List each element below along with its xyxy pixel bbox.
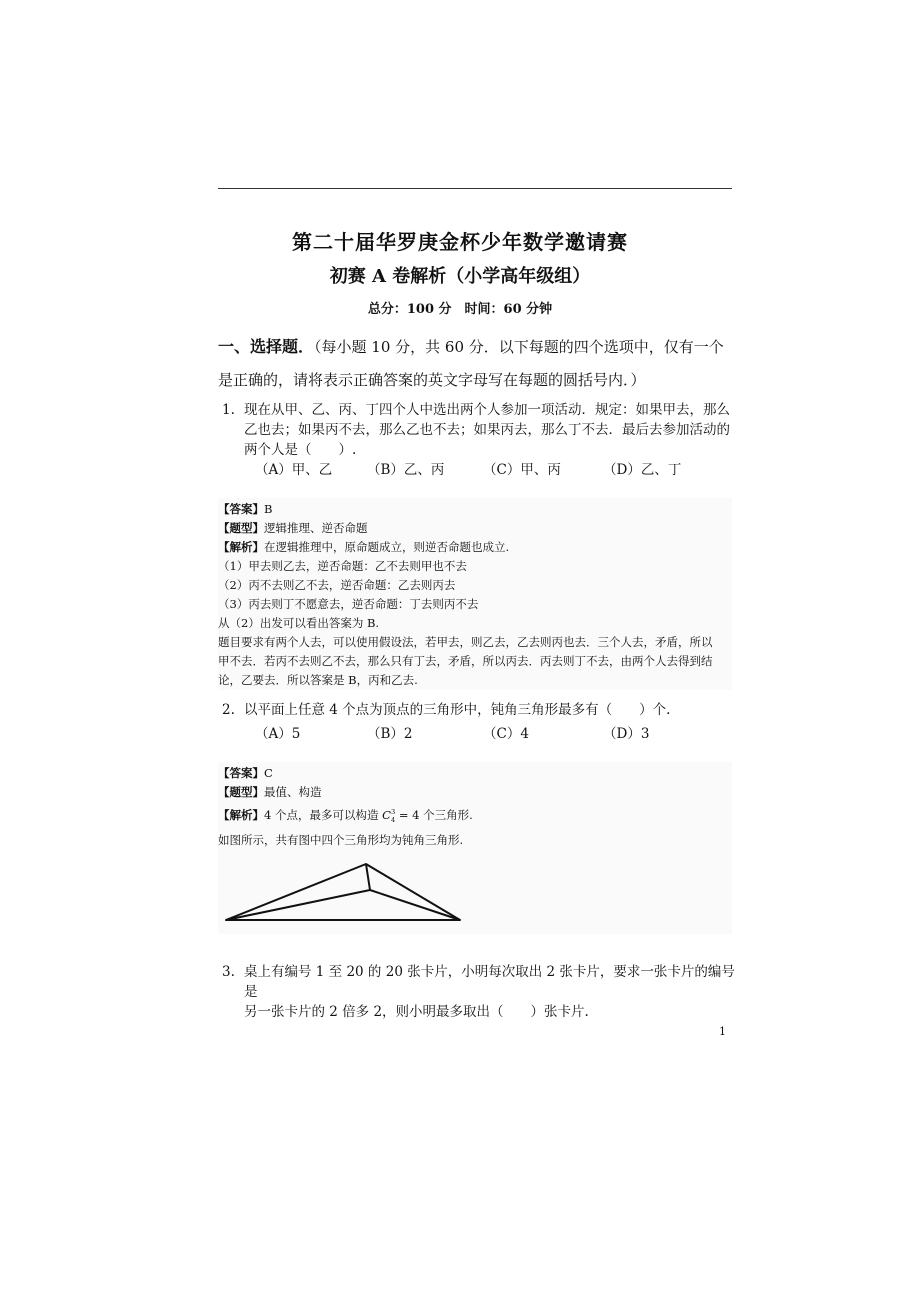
type-line: 【题型】最值、构造	[218, 785, 322, 799]
header-rule	[218, 188, 732, 189]
answer-line: 【答案】C	[218, 766, 273, 780]
instruction-line-2: 是正确的，请将表示正确答案的英文字母写在每题的圆括号内．）	[218, 371, 646, 389]
option-a: （A）甲、乙	[255, 462, 333, 478]
option-b: （B）乙、丙	[367, 462, 445, 478]
analysis-line: 【解析】在逻辑推理中，原命题成立，则逆否命题也成立.	[218, 540, 510, 554]
instruction-line-1: （每小题 10 分，共 60 分．以下每题的四个选项中，仅有一个	[314, 338, 724, 356]
question-line: 现在从甲、乙、丙、丁四个人中选出两个人参加一项活动．规定：如果甲去，那么	[244, 402, 730, 418]
option-c: （C）4	[483, 726, 529, 742]
option-a: （A）5	[255, 726, 301, 742]
analysis-line: 【解析】4 个点，最多可以构造 C 3 4 = 4 个三角形.	[218, 808, 473, 824]
paper-subtitle: 初赛 A 卷解析（小学高年级组）	[329, 266, 591, 287]
option-d: （D）乙、丁	[603, 462, 682, 478]
type-line: 【题型】逻辑推理、逆否命题	[218, 521, 368, 535]
q2-options	[255, 722, 735, 742]
section-instructions	[218, 330, 738, 397]
competition-title: 第二十届华罗庚金杯少年数学邀请赛	[292, 230, 628, 254]
question-number: 2.	[222, 702, 235, 718]
obtuse-triangles-figure	[222, 858, 472, 928]
analysis-step: （2）丙不去则乙不去，逆否命题：乙去则丙去	[218, 578, 456, 592]
question-number: 1.	[222, 402, 235, 418]
question-line: 两个人是（ ）.	[244, 442, 357, 458]
section-heading: 一、选择题．	[218, 337, 315, 356]
analysis-extra: 论，乙要去．所以答案是 B，丙和乙去.	[218, 673, 418, 687]
option-c: （C）甲、丙	[483, 462, 561, 478]
question-line: 另一张卡片的 2 倍多 2，则小明最多取出（ ）张卡片.	[244, 1004, 589, 1020]
analysis-step: （1）甲去则乙去，逆否命题：乙不去则甲也不去	[218, 559, 467, 573]
question-3	[218, 962, 738, 1022]
inner-edge-vertical	[366, 864, 370, 890]
combination-expression: C 3 4	[382, 808, 396, 824]
question-number: 3.	[222, 964, 235, 980]
score-time-info: 总分：100 分 时间：60 分钟	[367, 302, 553, 317]
question-line: 乙也去；如果丙不去，那么乙也不去；如果丙去，那么丁不去．最后去参加活动的	[244, 422, 730, 438]
page-number: 1	[719, 1025, 726, 1038]
question-line: 桌上有编号 1 至 20 的 20 张卡片，小明每次取出 2 张卡片，要求一张卡片的编号是	[244, 964, 735, 1000]
inner-edge-left	[226, 890, 370, 920]
q1-solution-box	[218, 498, 732, 690]
answer-line: 【答案】B	[218, 502, 273, 516]
analysis-extra: 甲不去．若丙不去则乙不去，那么只有丁去，矛盾，所以丙去．丙去则丁不去，由两个人去得到结	[218, 654, 713, 668]
option-d: （D）3	[603, 726, 650, 742]
analysis-step: （3）丙去则丁不愿意去，逆否命题：丁去则丙不去	[218, 597, 479, 611]
figure-caption: 如图所示，共有图中四个三角形均为钝角三角形.	[218, 833, 464, 847]
option-b: （B）2	[367, 726, 413, 742]
analysis-extra: 题目要求有两个人去，可以使用假设法，若甲去，则乙去，乙去则丙也去．三个人去，矛盾，所以	[218, 635, 713, 649]
q1-options	[255, 458, 735, 478]
inner-edge-right	[370, 890, 460, 920]
outer-triangle	[226, 864, 460, 920]
answer-value: C	[264, 766, 273, 780]
question-2	[218, 700, 738, 720]
answer-value: B	[264, 502, 273, 516]
question-line: 以平面上任意 4 个点为顶点的三角形中，钝角三角形最多有（ ）个.	[244, 702, 671, 718]
analysis-conclusion: 从（2）出发可以看出答案为 B.	[218, 616, 380, 630]
question-1	[218, 400, 738, 460]
